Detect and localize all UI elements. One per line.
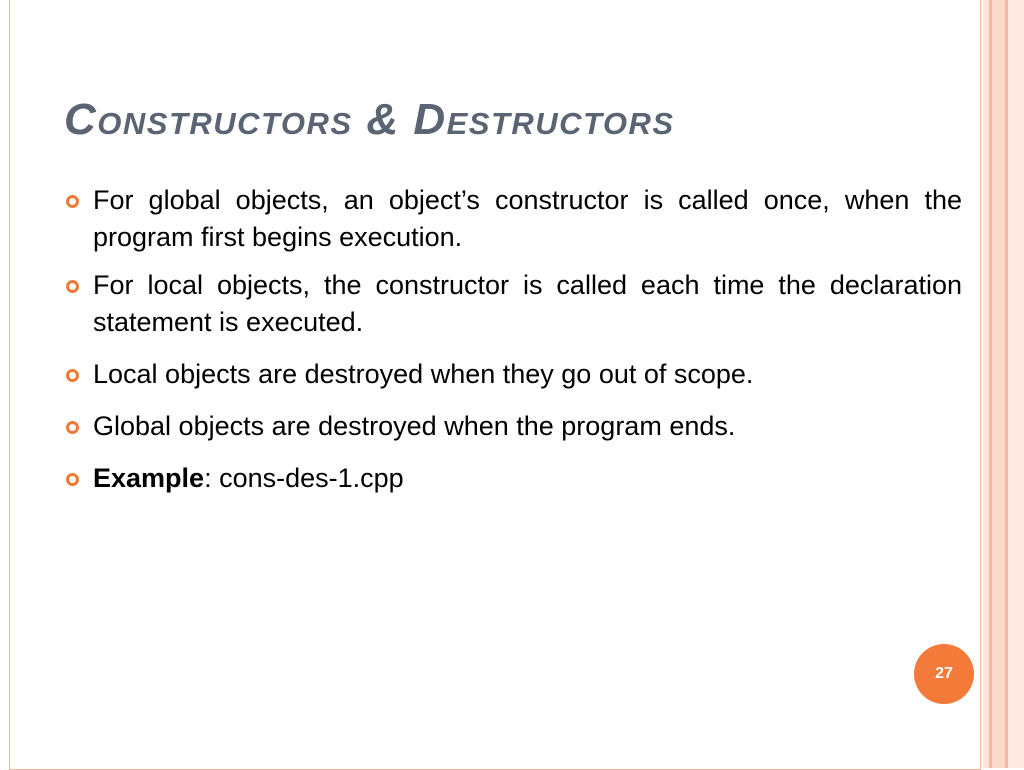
bullet-circle-icon [66, 421, 79, 434]
bullet-text: Global objects are destroyed when the program ends. [93, 411, 736, 441]
bullet-text: Local objects are destroyed when they go out of scope. [93, 359, 754, 389]
example-filename: : cons-des-1.cpp [204, 463, 404, 493]
bullet-item [66, 408, 962, 445]
bullet-circle-icon [66, 369, 79, 382]
page-number: 27 [935, 665, 953, 682]
bullet-circle-icon [66, 473, 79, 486]
bullet-list [66, 182, 962, 497]
bullet-text: For local objects, the constructor is called each time the declaration statement is executed. [93, 270, 962, 337]
bullet-text: For global objects, an object’s constructor is called once, when the program first begins execution. [93, 185, 962, 252]
bullet-item-example [66, 460, 962, 497]
bullet-item [66, 267, 962, 341]
slide-title: Constructors & Destructors [64, 95, 675, 144]
bullet-item [66, 182, 962, 256]
decorative-stripe [1008, 0, 1024, 768]
bullet-circle-icon [66, 280, 79, 293]
bullet-circle-icon [66, 195, 79, 208]
page-number-badge [914, 644, 974, 704]
example-label: Example [93, 463, 205, 493]
decorative-stripe [992, 0, 1005, 768]
bullet-item [66, 356, 962, 393]
